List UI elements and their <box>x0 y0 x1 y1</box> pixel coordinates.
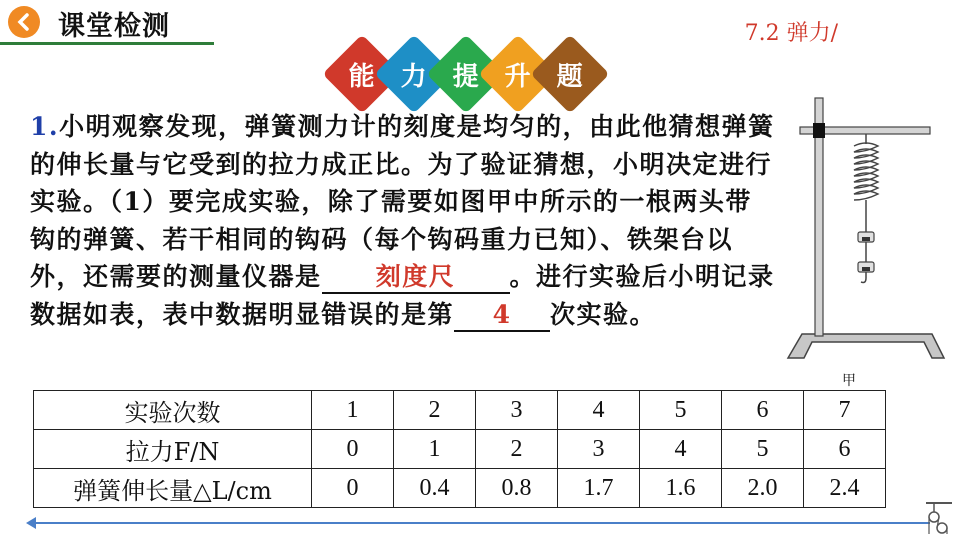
table-cell: 0.8 <box>476 469 558 508</box>
pulley-icon <box>924 500 954 536</box>
spring-stand-figure <box>782 90 952 390</box>
table-cell: 2.4 <box>804 469 886 508</box>
table-cell: 3 <box>476 391 558 430</box>
question-body-1: 小明观察发现，弹簧测力计的刻度是均匀的，由此他猜想弹簧的伸长量与它受到的拉力成正比。为了验证猜想，小明决定进行实验。（1）要完成实验，除了需要如图甲中所示的一根两头带钩的弹簧、若干相同的钩码（每个钩码重力已知）、铁架台以外，还需要的测量仪器是 <box>30 112 775 291</box>
answer-blank-1: 刻度尺 <box>322 262 510 294</box>
row-header: 拉力F/N <box>34 430 312 469</box>
badge-label: 题 <box>556 61 584 92</box>
data-table <box>33 390 886 508</box>
table-cell: 2 <box>476 430 558 469</box>
table-row <box>34 391 886 430</box>
table-cell: 5 <box>722 430 804 469</box>
table-cell: 5 <box>640 391 722 430</box>
question-body-3: 次实验。 <box>550 299 657 329</box>
row-header: 弹簧伸长量△L/cm <box>34 469 312 508</box>
table-cell: 4 <box>640 430 722 469</box>
table-cell: 1 <box>312 391 394 430</box>
table-cell: 6 <box>722 391 804 430</box>
chevron-left-icon <box>15 13 33 31</box>
table-cell: 1.7 <box>558 469 640 508</box>
table-cell: 1.6 <box>640 469 722 508</box>
table-cell: 0 <box>312 469 394 508</box>
question-body-2: 。进行实验后小明记录数据如表，表中数据明显错误的是第 <box>30 262 775 329</box>
back-button[interactable] <box>8 6 40 38</box>
question-text <box>30 108 775 333</box>
table-cell: 7 <box>804 391 886 430</box>
badge-label: 能 <box>348 61 376 92</box>
question-number: 1. <box>30 112 60 141</box>
badge-label: 升 <box>504 61 532 92</box>
table-cell: 6 <box>804 430 886 469</box>
table-cell: 2.0 <box>722 469 804 508</box>
bottom-divider <box>30 522 930 524</box>
chapter-label: 7.2 弹力/ <box>744 21 838 46</box>
table-cell: 0.4 <box>394 469 476 508</box>
row-header: 实验次数 <box>34 391 312 430</box>
table-cell: 3 <box>558 430 640 469</box>
badge-label: 提 <box>452 61 480 92</box>
table-row <box>34 469 886 508</box>
table-cell: 0 <box>312 430 394 469</box>
badge-5 <box>530 34 609 113</box>
badge-label: 力 <box>400 61 428 92</box>
table-cell: 2 <box>394 391 476 430</box>
table-row <box>34 430 886 469</box>
answer-blank-2: 4 <box>454 300 550 332</box>
table-cell: 1 <box>394 430 476 469</box>
figure-label: 甲 <box>842 373 856 389</box>
page-title: 课堂检测 <box>58 11 170 42</box>
header-underline <box>0 42 214 45</box>
header-bar <box>0 0 215 44</box>
section-badges <box>330 46 600 102</box>
table-cell: 4 <box>558 391 640 430</box>
